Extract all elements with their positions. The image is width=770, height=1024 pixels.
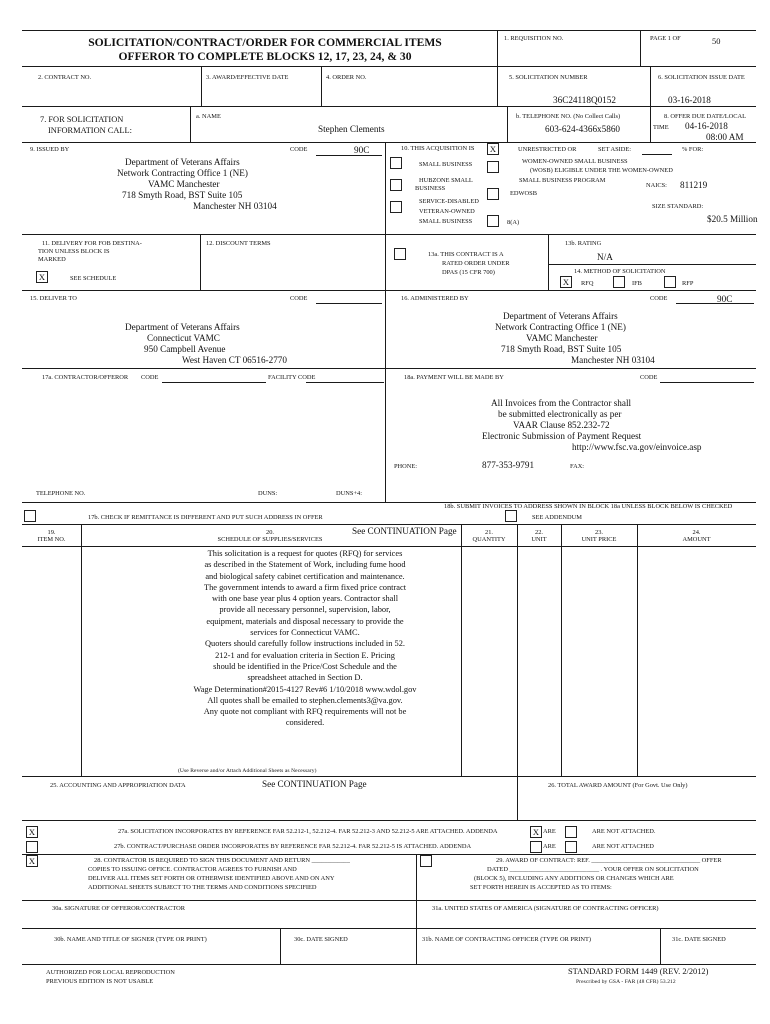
rule bbox=[385, 142, 386, 502]
contact-name: Stephen Clements bbox=[318, 124, 385, 134]
payment-fax-label: FAX: bbox=[570, 463, 585, 470]
clause-28-line4: ADDITIONAL SHEETS SUBJECT TO THE TERMS AND CONDITIONS SPECIFIED bbox=[88, 884, 317, 891]
rule bbox=[22, 820, 756, 821]
remittance-label: 17b. CHECK IF REMITTANCE IS DIFFERENT AND PUT SUCH ADDRESS IN OFFER bbox=[88, 514, 323, 521]
rating-label: 13b. RATING bbox=[565, 240, 602, 247]
description-line: should be identified in the Price/Cost Schedule and the bbox=[213, 661, 397, 671]
payment-phone-label: PHONE: bbox=[394, 463, 418, 470]
description-line: Wage Determination#2015-4127 Rev#6 1/10/2018 www.wdol.gov bbox=[193, 684, 417, 694]
description-line: spreadsheet attached in Section D. bbox=[247, 673, 363, 683]
rule bbox=[22, 546, 756, 547]
administered-by-code-label: CODE bbox=[650, 295, 668, 302]
clause-27a-are-checkbox[interactable]: X bbox=[530, 826, 542, 838]
form-title-line2: OFFEROR TO COMPLETE BLOCKS 12, 17, 23, 24, & 30 bbox=[118, 50, 412, 63]
wosb-label-2: (WOSB) ELIGIBLE UNDER THE WOMEN-OWNED bbox=[530, 167, 673, 174]
clause-27a-are-not: ARE NOT ATTACHED. bbox=[592, 828, 656, 835]
description-line: 212-1 and for evaluation criteria in Section E. Pricing bbox=[215, 650, 395, 660]
name-label: a. NAME bbox=[196, 113, 221, 120]
page-label: PAGE 1 OF bbox=[650, 35, 681, 42]
eight-a-label: 8(A) bbox=[507, 219, 520, 226]
rule bbox=[548, 264, 756, 265]
size-standard: $20.5 Million bbox=[707, 214, 758, 224]
rule bbox=[660, 382, 754, 383]
ifb-label: IFB bbox=[632, 280, 642, 287]
rule-top bbox=[22, 30, 756, 31]
rule bbox=[650, 106, 651, 142]
naics-label: NAICS: bbox=[646, 182, 667, 189]
col-amount: AMOUNT bbox=[682, 536, 711, 543]
clause-27a-text: 27a. SOLICITATION INCORPORATES BY REFERENCE FAR 52.212-1, 52.212-4. FAR 52.212-3 AND 52.212-5 ARE ATTACHED. ADDENDA bbox=[118, 828, 498, 835]
issued-by-line4: 718 Smyth Road, BST Suite 105 bbox=[122, 190, 243, 200]
rule bbox=[507, 106, 508, 142]
wosb-label-3: SMALL BUSINESS PROGRAM bbox=[519, 177, 606, 184]
rated-order-checkbox[interactable] bbox=[394, 248, 406, 260]
rule-bottom bbox=[22, 964, 756, 965]
payment-line2: be submitted electronically as per bbox=[498, 409, 622, 419]
issued-by-line1: Department of Veterans Affairs bbox=[125, 157, 240, 167]
officer-date-label: 31c. DATE SIGNED bbox=[672, 936, 726, 943]
payment-line4: Electronic Submission of Payment Request bbox=[482, 431, 642, 441]
eight-a-checkbox[interactable] bbox=[487, 215, 499, 227]
administered-by-line4: 718 Smyth Road, BST Suite 105 bbox=[501, 344, 622, 354]
facility-code-label: FACILITY CODE bbox=[268, 374, 316, 381]
see-schedule-label: SEE SCHEDULE bbox=[70, 275, 117, 282]
payment-line3: VAAR Clause 852.232-72 bbox=[513, 420, 610, 430]
col-quantity: QUANTITY bbox=[472, 536, 506, 543]
deliver-to-label: 15. DELIVER TO bbox=[30, 295, 77, 302]
rule bbox=[200, 234, 201, 290]
rule bbox=[517, 524, 518, 776]
clause-27b-are-checkbox[interactable] bbox=[530, 841, 542, 853]
deliver-to-line2: Connecticut VAMC bbox=[147, 333, 220, 343]
rule bbox=[637, 524, 638, 776]
administered-by-label: 16. ADMINISTERED BY bbox=[401, 295, 469, 302]
discount-terms-label: 12. DISCOUNT TERMS bbox=[206, 240, 271, 247]
rule bbox=[22, 66, 756, 67]
see-addendum-label: SEE ADDENDUM bbox=[532, 514, 582, 521]
rule bbox=[22, 106, 756, 107]
signer-name-label: 30b. NAME AND TITLE OF SIGNER (TYPE OR PRINT) bbox=[54, 936, 207, 943]
offer-due-time: 08:00 AM bbox=[706, 132, 744, 142]
clause-27b-checkbox[interactable] bbox=[26, 841, 38, 853]
clause-28-line3: DELIVER ALL ITEMS SET FORTH OR OTHERWISE IDENTIFIED ABOVE AND ON ANY bbox=[88, 875, 335, 882]
rule bbox=[22, 854, 756, 855]
award-date-label: 3. AWARD/EFFECTIVE DATE bbox=[206, 74, 289, 81]
description-line: Quoters should carefully follow instructions included in 52. bbox=[204, 639, 406, 649]
description-line: This solicitation is a request for quotes (RFQ) for services bbox=[207, 549, 403, 558]
offeror-date-label: 30c. DATE SIGNED bbox=[294, 936, 348, 943]
description-line: considered. bbox=[285, 718, 325, 728]
rule bbox=[660, 928, 661, 964]
rule bbox=[650, 66, 651, 106]
rule bbox=[416, 854, 417, 900]
sdvosb-checkbox[interactable] bbox=[390, 201, 402, 213]
administered-by-line2: Network Contracting Office 1 (NE) bbox=[495, 322, 626, 332]
form-title-line1: SOLICITATION/CONTRACT/ORDER FOR COMMERCIAL ITEMS bbox=[88, 36, 442, 49]
footer-standard-form: STANDARD FORM 1449 (REV. 2/2012) bbox=[568, 967, 709, 976]
rule bbox=[548, 234, 549, 290]
signature-offeror-label: 30a. SIGNATURE OF OFFEROR/CONTRACTOR bbox=[52, 905, 186, 912]
rule bbox=[461, 524, 462, 776]
rule bbox=[316, 303, 382, 304]
small-business-label: SMALL BUSINESS bbox=[419, 161, 473, 168]
administered-by-line5: Manchester NH 03104 bbox=[571, 355, 655, 365]
rule bbox=[22, 524, 756, 525]
pct-for-label: % FOR: bbox=[682, 146, 704, 153]
clause-27b-are-not-checkbox[interactable] bbox=[565, 841, 577, 853]
description-line: with one base year plus 4 option years. Contractor shall bbox=[211, 594, 399, 604]
clause-27b-text: 27b. CONTRACT/PURCHASE ORDER INCORPORATES BY REFERENCE FAR 52.212-4. FAR 52.212-5 IS ATTACHED. ADDENDA bbox=[114, 843, 472, 850]
duns-label: DUNS: bbox=[258, 490, 278, 497]
col-unit: UNIT bbox=[531, 536, 547, 543]
col-schedule-num: 20. bbox=[266, 529, 274, 536]
rating-value: N/A bbox=[597, 252, 613, 262]
rule bbox=[561, 524, 562, 776]
rule bbox=[81, 524, 82, 776]
unrestricted-checkbox[interactable]: X bbox=[487, 143, 499, 155]
set-aside-label: SET ASIDE: bbox=[598, 146, 632, 153]
administered-by-code: 90C bbox=[717, 294, 733, 304]
col-unit-price-num: 23. bbox=[595, 529, 603, 536]
clause-28-line2: COPIES TO ISSUING OFFICE. CONTRACTOR AGREES TO FURNISH AND bbox=[88, 866, 297, 873]
clause-27b-are: ARE bbox=[543, 843, 556, 850]
total-award-label: 26. TOTAL AWARD AMOUNT (For Govt. Use Only) bbox=[548, 782, 688, 789]
wosb-label-1: WOMEN-OWNED SMALL BUSINESS bbox=[522, 158, 628, 165]
requisition-no-label: 1. REQUISITION NO. bbox=[504, 35, 564, 42]
col-schedule: SCHEDULE OF SUPPLIES/SERVICES bbox=[217, 536, 323, 543]
sdvosb-label-2: VETERAN-OWNED bbox=[419, 208, 475, 215]
payment-label: 18a. PAYMENT WILL BE MADE BY bbox=[404, 374, 504, 381]
time-label: TIME bbox=[653, 124, 669, 131]
solicitation-no-label: 5. SOLICITATION NUMBER bbox=[509, 74, 588, 81]
col-unit-num: 22. bbox=[535, 529, 543, 536]
issued-by-code-label: CODE bbox=[290, 146, 308, 153]
rfq-checkbox[interactable]: X bbox=[560, 276, 572, 288]
rule bbox=[316, 155, 382, 156]
payment-code-label: CODE bbox=[640, 374, 658, 381]
rfq-label: RFQ bbox=[581, 280, 594, 287]
telephone-label: b. TELEPHONE NO. (No Collect Calls) bbox=[516, 113, 621, 120]
size-standard-label: SIZE STANDARD: bbox=[652, 203, 704, 210]
rated-label-3: DPAS (15 CFR 700) bbox=[442, 269, 495, 276]
clause-28-checkbox[interactable]: X bbox=[26, 855, 38, 867]
description-line: equipment, materials and disposal necessary to provide the bbox=[206, 616, 404, 626]
deliver-to-line1: Department of Veterans Affairs bbox=[125, 322, 240, 332]
hubzone-checkbox[interactable] bbox=[390, 179, 402, 191]
unrestricted-label: UNRESTRICTED OR bbox=[518, 146, 577, 153]
col-amount-num: 24. bbox=[692, 529, 701, 536]
clause-27a-checkbox[interactable]: X bbox=[26, 826, 38, 838]
deliver-to-line4: West Haven CT 06516-2770 bbox=[182, 355, 287, 365]
accounting-label: 25. ACCOUNTING AND APPROPRIATION DATA bbox=[50, 782, 186, 789]
see-schedule-checkbox[interactable]: X bbox=[36, 271, 48, 283]
rated-label-2: RATED ORDER UNDER bbox=[442, 260, 510, 267]
telephone-no-label: TELEPHONE NO. bbox=[36, 490, 86, 497]
acquisition-label: 10. THIS ACQUISITION IS bbox=[401, 145, 475, 152]
payment-phone: 877-353-9791 bbox=[482, 460, 535, 470]
offer-due-label: 8. OFFER DUE DATE/LOCAL bbox=[664, 113, 747, 120]
description-line: Any quote not compliant with RFQ requirements will not be bbox=[203, 707, 407, 717]
description-line: services for Connecticut VAMC. bbox=[250, 628, 360, 638]
payment-line1: All Invoices from the Contractor shall bbox=[491, 398, 632, 408]
rule bbox=[416, 900, 417, 964]
method-label: 14. METHOD OF SOLICITATION bbox=[574, 268, 666, 275]
rule bbox=[640, 30, 641, 66]
rated-label-1: 13a. THIS CONTRACT IS A bbox=[428, 251, 504, 258]
deliver-to-line3: 950 Campbell Avenue bbox=[144, 344, 226, 354]
rule bbox=[306, 382, 384, 383]
footer-prescribed: Prescribed by GSA - FAR (48 CFR) 53.212 bbox=[576, 979, 676, 985]
contractor-label: 17a. CONTRACTOR/OFFEROR bbox=[42, 374, 129, 381]
contract-no-label: 2. CONTRACT NO. bbox=[38, 74, 92, 81]
rule bbox=[201, 66, 202, 106]
rule bbox=[22, 290, 756, 291]
rule bbox=[676, 303, 754, 304]
rule bbox=[22, 368, 756, 369]
clause-27b-are-not: ARE NOT ATTACHED bbox=[592, 843, 654, 850]
payment-line5: http://www.fsc.va.gov/einvoice.asp bbox=[572, 442, 702, 452]
schedule-description bbox=[165, 548, 445, 729]
description-line: provide all necessary personnel, supervision, labor, bbox=[219, 605, 391, 615]
issued-by-line3: VAMC Manchester bbox=[148, 179, 220, 189]
clause-27a-are-not-checkbox[interactable] bbox=[565, 826, 577, 838]
clause-29-line2: DATED ____________________________ . YOUR OFFER ON SOLICITATION bbox=[487, 866, 699, 873]
edwosb-checkbox[interactable] bbox=[487, 188, 499, 200]
see-addendum-checkbox[interactable] bbox=[505, 510, 517, 522]
duns4-label: DUNS+4: bbox=[336, 490, 362, 497]
clause-27a-are: ARE bbox=[543, 828, 556, 835]
description-line: and biological safety cabinet certification and maintenance. bbox=[205, 571, 405, 581]
description-line: All quotes shall be emailed to stephen.clements3@va.gov. bbox=[207, 695, 403, 705]
contractor-code-label: CODE bbox=[141, 374, 159, 381]
delivery-label-3: MARKED bbox=[38, 256, 66, 263]
rfp-checkbox[interactable] bbox=[664, 276, 676, 288]
rule bbox=[642, 154, 672, 155]
issue-date-label: 6. SOLICITATION ISSUE DATE bbox=[658, 74, 745, 81]
solicitation-number: 36C24118Q0152 bbox=[553, 95, 616, 105]
officer-name-label: 31b. NAME OF CONTRACTING OFFICER (TYPE OR PRINT) bbox=[422, 936, 592, 943]
for-solicitation-label: 7. FOR SOLICITATION bbox=[40, 115, 124, 124]
col-quantity-num: 21. bbox=[485, 529, 493, 536]
naics-code: 811219 bbox=[680, 180, 708, 190]
sdvosb-label-3: SMALL BUSINESS bbox=[419, 218, 473, 225]
edwosb-label: EDWOSB bbox=[510, 190, 537, 197]
remittance-checkbox[interactable] bbox=[24, 510, 36, 522]
rfp-label: RFP bbox=[682, 280, 694, 287]
issue-date: 03-16-2018 bbox=[668, 95, 711, 105]
rule bbox=[321, 66, 322, 106]
col-item-no: ITEM NO. bbox=[37, 536, 66, 543]
description-line: The government intends to award a firm fixed price contract bbox=[203, 582, 407, 592]
contact-phone: 603-624-4366x5860 bbox=[545, 124, 621, 134]
reverse-note: (Use Reverse and/or Attach Additional Sheets as Necessary) bbox=[178, 768, 317, 774]
rule bbox=[22, 776, 756, 777]
clause-29-line3: (BLOCK 5), INCLUDING ANY ADDITIONS OR CHANGES WHICH ARE bbox=[474, 875, 674, 882]
administered-by-line3: VAMC Manchester bbox=[526, 333, 598, 343]
rule bbox=[22, 234, 756, 235]
rule bbox=[22, 900, 756, 901]
clause-29-checkbox[interactable] bbox=[420, 855, 432, 867]
rule bbox=[517, 776, 518, 820]
rule bbox=[162, 382, 266, 383]
information-call-label: INFORMATION CALL: bbox=[48, 126, 132, 135]
small-business-checkbox[interactable] bbox=[390, 157, 402, 169]
sdvosb-label-1: SERVICE-DISABLED bbox=[419, 198, 479, 205]
issued-by-line2: Network Contracting Office 1 (NE) bbox=[117, 168, 248, 178]
rule bbox=[280, 928, 281, 964]
rule bbox=[22, 142, 756, 143]
rule bbox=[22, 928, 756, 929]
description-line: as described in the Statement of Work, including fume hood bbox=[204, 560, 406, 570]
offer-due-date: 04-16-2018 bbox=[685, 121, 728, 131]
clause-29-line1: 29. AWARD OF CONTRACT: REF. __________________________________ OFFER bbox=[496, 857, 722, 864]
rule bbox=[497, 30, 498, 66]
deliver-to-code-label: CODE bbox=[290, 295, 308, 302]
accounting-see-continuation: See CONTINUATION Page bbox=[262, 779, 367, 789]
submit-invoices-label: 18b. SUBMIT INVOICES TO ADDRESS SHOWN IN BLOCK 18a UNLESS BLOCK BELOW IS CHECKED bbox=[444, 503, 733, 510]
footer-authorized: AUTHORIZED FOR LOCAL REPRODUCTION bbox=[46, 969, 175, 976]
issued-by-label: 9. ISSUED BY bbox=[30, 146, 70, 153]
hubzone-label-2: BUSINESS bbox=[415, 185, 446, 192]
col-item-no-num: 19. bbox=[47, 529, 56, 536]
wosb-checkbox[interactable] bbox=[487, 161, 499, 173]
delivery-label-1: 11. DELIVERY FOR FOB DESTINA- bbox=[42, 240, 142, 247]
rule bbox=[497, 66, 498, 106]
hubzone-label-1: HUBZONE SMALL bbox=[419, 177, 473, 184]
rule bbox=[190, 106, 191, 142]
issued-by-line5: Manchester NH 03104 bbox=[193, 201, 277, 211]
ifb-checkbox[interactable] bbox=[613, 276, 625, 288]
administered-by-line1: Department of Veterans Affairs bbox=[503, 311, 618, 321]
schedule-see-continuation: See CONTINUATION Page bbox=[352, 526, 457, 536]
col-unit-price: UNIT PRICE bbox=[581, 536, 617, 543]
clause-29-line4: SET FORTH HEREIN IS ACCEPTED AS TO ITEMS: bbox=[470, 884, 612, 891]
order-no-label: 4. ORDER NO. bbox=[326, 74, 367, 81]
delivery-label-2: TION UNLESS BLOCK IS bbox=[38, 248, 110, 255]
signature-officer-label: 31a. UNITED STATES OF AMERICA (SIGNATURE OF CONTRACTING OFFICER) bbox=[432, 905, 659, 912]
issued-by-code: 90C bbox=[354, 145, 370, 155]
footer-previous-edition: PREVIOUS EDITION IS NOT USABLE bbox=[46, 978, 154, 985]
page-total: 50 bbox=[712, 37, 721, 46]
clause-28-line1: 28. CONTRACTOR IS REQUIRED TO SIGN THIS DOCUMENT AND RETURN ____________ bbox=[94, 857, 350, 864]
